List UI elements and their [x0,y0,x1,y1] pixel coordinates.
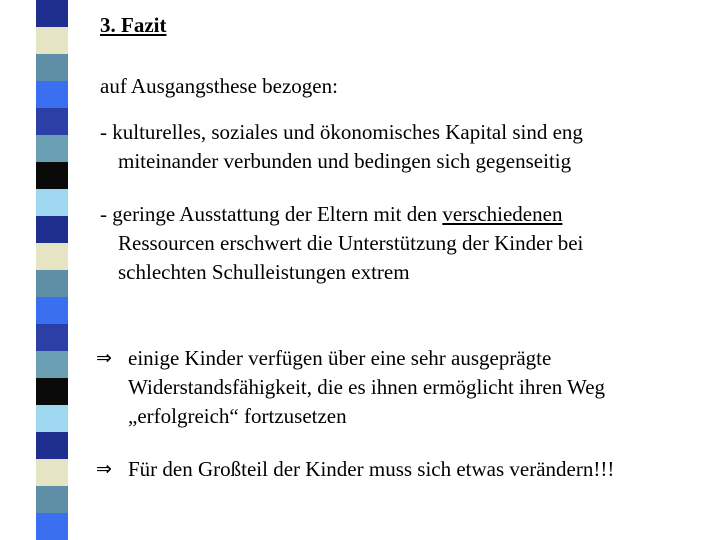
bullet-2-line-1-text: - geringe Ausstattung der Eltern mit den [100,202,443,226]
slide-title: 3. Fazit [100,13,167,37]
bullet-point-2 [100,200,583,287]
conclusion-1-line-1: einige Kinder verfügen über eine sehr ausgeprägte [128,346,552,370]
bullet-point-1 [100,118,583,176]
bullet-2-line-1 [100,200,583,229]
conclusion-1-line-2: Widerstandsfähigkeit, die es ihnen ermöglicht ihren Weg [128,375,606,399]
bullet-2-line-3: schlechten Schulleistungen extrem [118,260,410,284]
bullet-2-underlined-word: verschiedenen [442,202,563,226]
intro-text: auf Ausgangsthese bezogen: [100,74,338,98]
conclusion-2-line-1: Für den Großteil der Kinder muss sich etwas verändern!!! [128,457,615,481]
bullet-2-line-2: Ressourcen erschwert die Unterstützung der Kinder bei [118,231,584,255]
conclusion-1 [96,344,605,431]
conclusion-2 [96,455,614,484]
conclusion-1-line-3: „erfolgreich“ fortzusetzen [128,404,347,428]
implies-arrow-icon: ⇒ [96,347,112,369]
implies-arrow-icon: ⇒ [96,458,112,480]
bullet-1-line-2: miteinander verbunden und bedingen sich gegenseitig [118,149,572,173]
bullet-1-line-1: - kulturelles, soziales und ökonomisches Kapital sind eng [100,120,583,144]
